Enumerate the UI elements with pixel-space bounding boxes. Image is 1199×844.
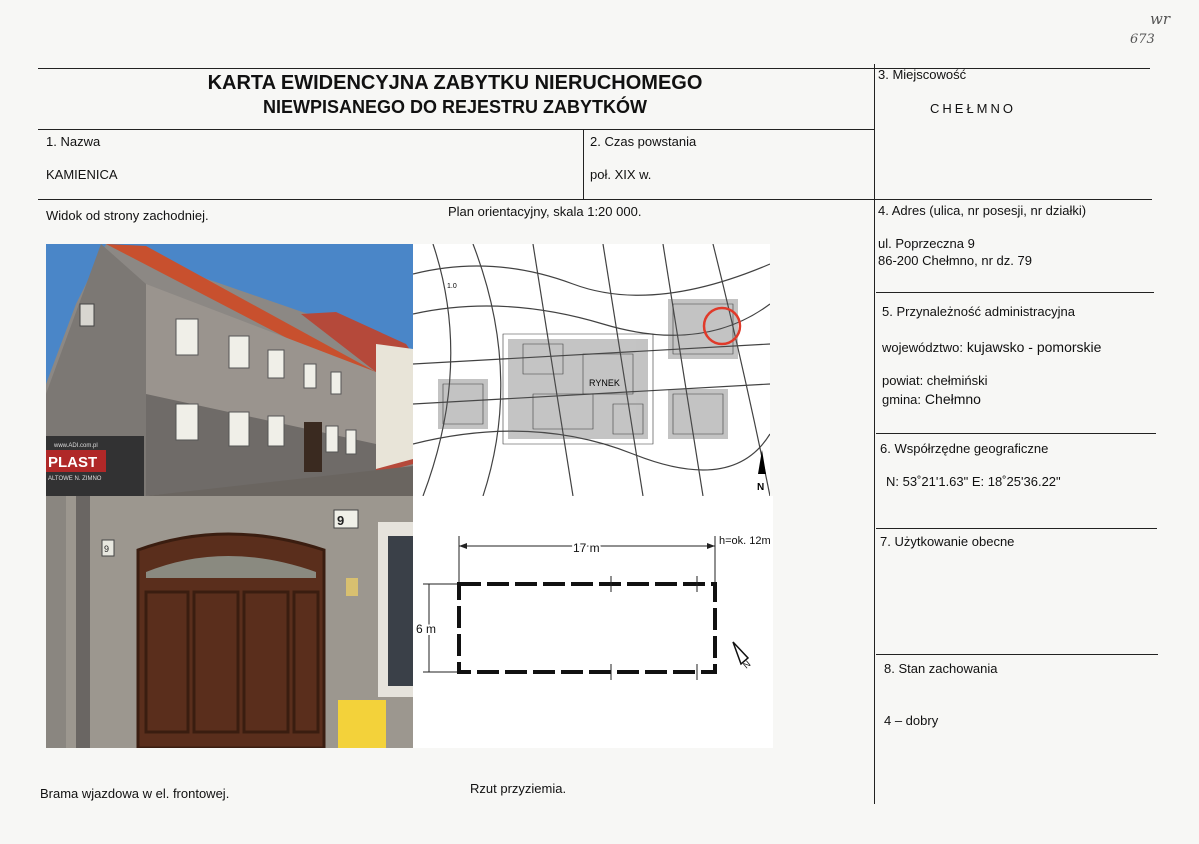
name-period-divider [583, 129, 584, 199]
voivodeship-prefix: województwo: [882, 340, 963, 355]
handwritten-note-2: 673 [1130, 32, 1155, 47]
plan-north-label: N [741, 658, 753, 671]
address-line-1: ul. Poprzeczna 9 [878, 236, 975, 251]
county: powiat: chełmiński [882, 373, 988, 388]
west-view-caption: Widok od strony zachodniej. [46, 208, 209, 223]
handwritten-note-1: wr [1150, 10, 1171, 28]
coords-label: 6. Współrzędne geograficzne [880, 441, 1049, 456]
gate-caption: Brama wjazdowa w el. frontowej. [40, 786, 230, 801]
floor-plan [413, 496, 773, 748]
coords-value: N: 53˚21'1.63" E: 18˚25'36.22" [886, 474, 1061, 489]
facade-photo [46, 244, 413, 496]
fields-rule [38, 199, 1152, 200]
locality-label: 3. Miejscowość [878, 67, 967, 82]
map-north-label: N [757, 482, 765, 493]
name-label: 1. Nazwa [46, 134, 101, 149]
address-line-2: 86-200 Chełmno, nr dz. 79 [878, 253, 1032, 268]
voivodeship [882, 339, 1101, 355]
shop-url-text: www.ADI.com.pl [54, 443, 98, 449]
shop-small-text: ALTOWE N. ZIMNO [48, 476, 102, 482]
title-rule [38, 129, 874, 130]
house-number-small: 9 [104, 544, 110, 554]
coords-rule [876, 528, 1157, 529]
condition-label: 8. Stan zachowania [884, 661, 998, 676]
usage-label: 7. Użytkowanie obecne [880, 534, 1015, 549]
map-square-label: RYNEK [589, 378, 620, 388]
locality-value: CHEŁMNO [930, 101, 1017, 116]
period-value: poł. XIX w. [590, 167, 652, 182]
orientation-map [413, 244, 770, 496]
commune [882, 391, 981, 407]
right-column-divider [874, 64, 875, 804]
top-rule [38, 68, 1150, 69]
voivodeship-value: kujawsko - pomorskie [962, 339, 1102, 355]
address-label: 4. Adres (ulica, nr posesji, nr działki) [878, 203, 1087, 218]
ground-floor-caption: Rzut przyziemia. [470, 781, 567, 796]
admin-rule [876, 433, 1156, 434]
house-number: 9 [337, 513, 345, 528]
admin-label: 5. Przynależność administracyjna [882, 304, 1075, 319]
commune-value: Chełmno [921, 391, 981, 407]
address-rule [876, 292, 1154, 293]
map-scale-mark: 1.0 [447, 283, 457, 290]
name-value: KAMIENICA [46, 167, 118, 182]
gate-photo [46, 496, 413, 748]
length-label: 17 m [573, 541, 600, 555]
condition-value: 4 – dobry [884, 713, 939, 728]
yellow-box [338, 700, 386, 748]
usage-rule [876, 654, 1158, 655]
card-title: KARTA EWIDENCYJNA ZABYTKU NIERUCHOMEGO [207, 72, 703, 94]
height-label: h=ok. 12m [719, 535, 771, 547]
shop-sign-text: PLAST [48, 454, 98, 471]
width-label: 6 m [416, 622, 437, 636]
period-label: 2. Czas powstania [590, 134, 697, 149]
plan-caption: Plan orientacyjny, skala 1:20 000. [448, 204, 642, 219]
card-subtitle: NIEWPISANEGO DO REJESTRU ZABYTKÓW [262, 97, 648, 117]
commune-prefix: gmina: [882, 392, 922, 407]
